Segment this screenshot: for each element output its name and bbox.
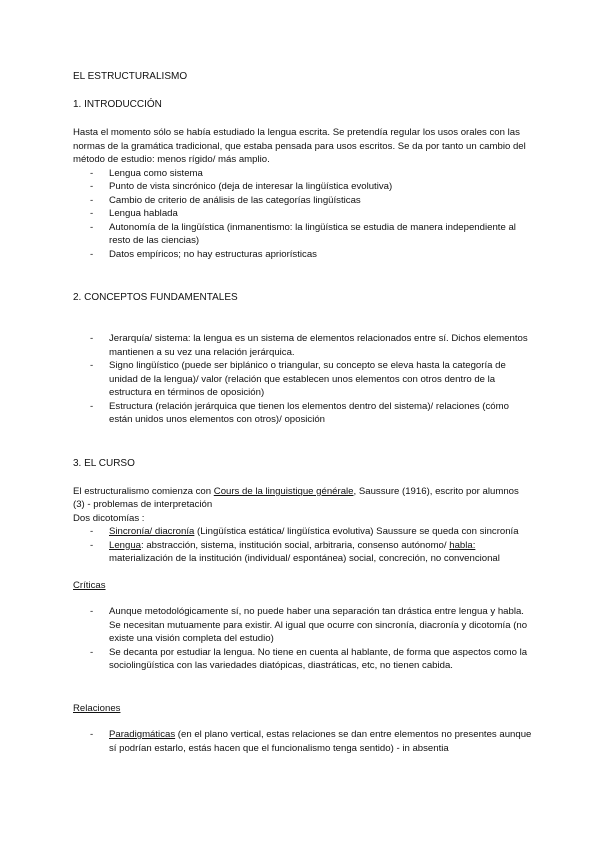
dash-bullet: - [90, 400, 94, 412]
term-paradigmaticas: Paradigmáticas [109, 729, 176, 740]
list-item [73, 525, 533, 539]
list-item [73, 207, 533, 221]
list-item-text: Se decanta por estudiar la lengua. No tiene en cuenta al hablante, de forma que aspectos como la sociolingüística con las variedades diatópicas, diastráticas, etc, no tienen cabida. [109, 646, 528, 671]
dash-bullet: - [90, 646, 94, 658]
list-item [73, 359, 533, 400]
list-item [73, 400, 533, 427]
dash-bullet: - [90, 167, 94, 179]
list-item [73, 221, 533, 248]
dichotomies-label: Dos dicotomías : [73, 512, 145, 524]
list-item [73, 646, 533, 673]
dash-bullet: - [90, 248, 94, 260]
list-item [73, 605, 533, 646]
list-item [73, 167, 533, 181]
section-heading-introduccion: 1. INTRODUCCIÓN [73, 99, 162, 110]
subheading-relaciones [73, 702, 533, 716]
course-intro-text: El estructuralismo comienza con [73, 485, 214, 497]
dash-bullet: - [90, 606, 94, 617]
page-content [73, 70, 533, 755]
dash-bullet: - [90, 333, 94, 344]
dash-bullet: - [90, 221, 94, 233]
spacer [73, 566, 533, 579]
list-item-text: Jerarquía/ sistema: la lengua es un sistema de elementos relacionados entre sí. Dichos elementos mantienen a su vez una relación jerárquica. [109, 333, 528, 358]
dash-bullet: - [90, 194, 94, 206]
list-item-text: Aunque metodológicamente sí, no puede haber una separación tan drástica entre lengua y habla. Se necesitan mutuamente para existir. Al igual que ocurre con sincronía, diacronía y dicotomía (no existe una visión completa del estudio) [109, 606, 528, 644]
relations-list [73, 728, 533, 755]
list-item [73, 180, 533, 194]
list-item [73, 332, 533, 359]
book-title: Cours de la linguistique générale [213, 485, 354, 497]
dash-bullet: - [90, 729, 94, 740]
term-sincronia-diacronia: Sincronía/ diacronía [109, 526, 195, 537]
list-item [73, 194, 533, 208]
relaciones-label: Relaciones [73, 702, 121, 714]
spacer [73, 715, 533, 728]
list-item-text: Lengua hablada [109, 208, 178, 219]
list-item-text: Signo lingüístico (puede ser biplánico o triangular, su concepto se eleva hasta la categoría de unidad de la lengua)/ valor (relación que establecen unos elementos con otros dentro de la estructura en términos de oposición) [109, 360, 506, 398]
course-intro-text-end: , Saussure (1916), escrito por alumnos (3) - problemas de interpretación [73, 485, 519, 510]
list-item-text: : abstracción, sistema, institución social, arbitraria, consenso autónomo/ [141, 539, 450, 551]
term-habla: habla: [449, 539, 476, 551]
list-item-text: Cambio de criterio de análisis de las categorías lingüísticas [109, 194, 361, 206]
list-item-text: Punto de vista sincrónico (deja de interesar la lingüística evolutiva) [109, 181, 393, 192]
list-item-text-end: materialización de la institución (individual/ espontánea) social, concreción, no convencional [109, 553, 500, 564]
term-lengua: Lengua [109, 539, 142, 551]
section-heading-conceptos: 2. CONCEPTOS FUNDAMENTALES [73, 292, 238, 303]
list-item [73, 248, 533, 262]
dash-bullet: - [90, 526, 94, 537]
list-item-text: (Lingüística estática/ lingüística evolutiva) Saussure se queda con sincronía [194, 526, 519, 537]
dichotomies-list [73, 525, 533, 566]
course-intro-paragraph [73, 485, 533, 512]
criticas-label: Críticas [73, 579, 106, 591]
dash-bullet: - [90, 208, 94, 219]
intro-paragraph: Hasta el momento sólo se había estudiado la lengua escrita. Se pretendía regular los usos orales con las normas de la gramática tradicional, que estaba pensada para usos escritos. Se da por tanto un cambio del método de estudio: menos rígido/ más amplio. [73, 127, 526, 165]
list-item-text: Estructura (relación jerárquica que tienen los elementos dentro del sistema)/ relaciones (cómo están unidos unos elementos con otros)/ oposición [109, 400, 509, 425]
spacer [73, 673, 533, 689]
spacer [73, 319, 533, 332]
dash-bullet: - [90, 360, 94, 371]
list-item [73, 728, 533, 755]
dash-bullet: - [90, 539, 94, 551]
subheading-criticas [73, 579, 533, 593]
list-item-text: Lengua como sistema [109, 167, 203, 179]
intro-list [73, 167, 533, 262]
critics-list [73, 605, 533, 673]
concepts-list [73, 332, 533, 427]
dash-bullet: - [90, 181, 94, 192]
list-item-text: (en el plano vertical, estas relaciones se dan entre elementos no presentes aunque sí podrían estarlo, estás hacen que el funcionalismo tenga sentido) - in absentia [109, 729, 532, 754]
list-item-text: Datos empíricos; no hay estructuras apriorísticas [109, 248, 317, 260]
spacer [73, 592, 533, 605]
list-item-text: Autonomía de la lingüística (inmanentismo: la lingüística se estudia de manera independiente al resto de las ciencias) [109, 221, 516, 246]
document-title: EL ESTRUCTURALISMO [73, 71, 188, 82]
spacer [73, 689, 533, 702]
section-heading-curso: 3. EL CURSO [73, 457, 135, 469]
list-item [73, 539, 533, 566]
